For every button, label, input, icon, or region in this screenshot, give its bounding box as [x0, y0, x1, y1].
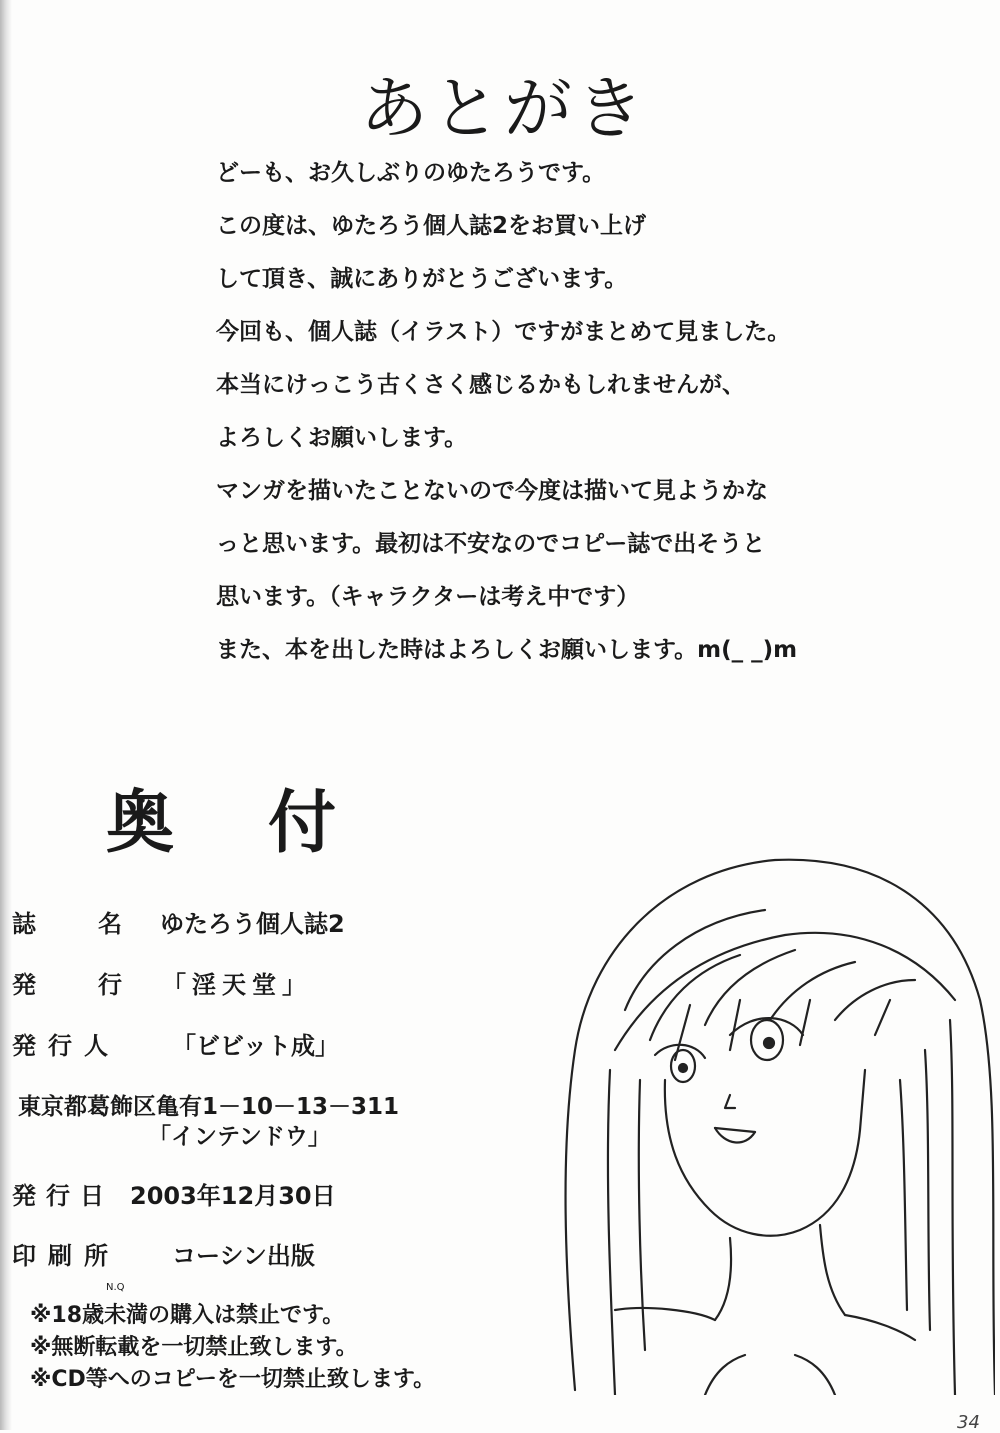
small-mark: N.Q — [106, 1282, 125, 1293]
afterword-line: また、本を出した時はよろしくお願いします。m(_ _)m — [216, 637, 798, 663]
colophon-heading-left: 奥 — [106, 784, 175, 863]
girl-illustration — [555, 850, 995, 1395]
title-value: ゆたろう個人誌2 — [160, 910, 345, 938]
afterword-line: 今回も、個人誌（イラスト）ですがまとめて見ました。 — [216, 319, 791, 345]
afterword-line: 思います。（キャラクターは考え中です） — [216, 584, 640, 610]
colophon-date-row — [12, 1181, 336, 1211]
afterword-title: あとがき — [360, 69, 649, 149]
afterword-line: マンガを描いたことないので今度は描いて見ようかな — [216, 478, 768, 504]
address-line: 東京都葛飾区亀有1－10－13－311 — [18, 1094, 400, 1120]
page-number: 34 — [957, 1412, 980, 1433]
afterword-line: どーも、お久しぶりのゆたろうです。 — [216, 160, 606, 186]
notice-item: ※CD等へのコピーを一切禁止致します。 — [30, 1367, 436, 1392]
colophon-heading — [106, 784, 337, 863]
issuer-value: 「ビビット成」 — [172, 1032, 340, 1060]
afterword-line: っと思います。最初は不安なのでコピー誌で出そうと — [216, 531, 766, 557]
colophon-issuer-row — [12, 1031, 340, 1061]
colophon-publisher-row — [12, 970, 312, 1000]
colophon-title-row — [12, 909, 345, 939]
afterword-line: 本当にけっこう古くさく感じるかもしれませんが、 — [216, 372, 745, 398]
colophon-printer-row — [12, 1241, 315, 1271]
afterword-line: よろしくお願いします。 — [216, 425, 468, 451]
title-label: 誌名 — [12, 910, 184, 938]
address-name: 「インテンドウ」 — [148, 1124, 331, 1150]
colophon-heading-right: 付 — [268, 784, 337, 863]
afterword-line: この度は、ゆたろう個人誌2をお買い上げ — [216, 213, 647, 239]
date-label: 発行日 — [12, 1182, 114, 1210]
publisher-label: 発行 — [12, 971, 184, 999]
notice-item: ※無断転載を一切禁止致します。 — [30, 1335, 358, 1360]
notices — [30, 1300, 435, 1396]
printer-label: 印刷所 — [12, 1242, 120, 1270]
issuer-label: 発行人 — [12, 1032, 120, 1060]
publisher-value: 「淫天堂」 — [162, 971, 312, 999]
printer-value: コーシン出版 — [172, 1242, 315, 1270]
afterword-line: して頂き、誠にありがとうございます。 — [216, 266, 628, 292]
afterword-body — [216, 158, 797, 688]
colophon-address — [18, 1092, 399, 1152]
binding-edge-shadow — [0, 0, 12, 1430]
notice-item: ※18歳未満の購入は禁止です。 — [30, 1303, 345, 1328]
date-value: 2003年12月30日 — [130, 1182, 336, 1210]
